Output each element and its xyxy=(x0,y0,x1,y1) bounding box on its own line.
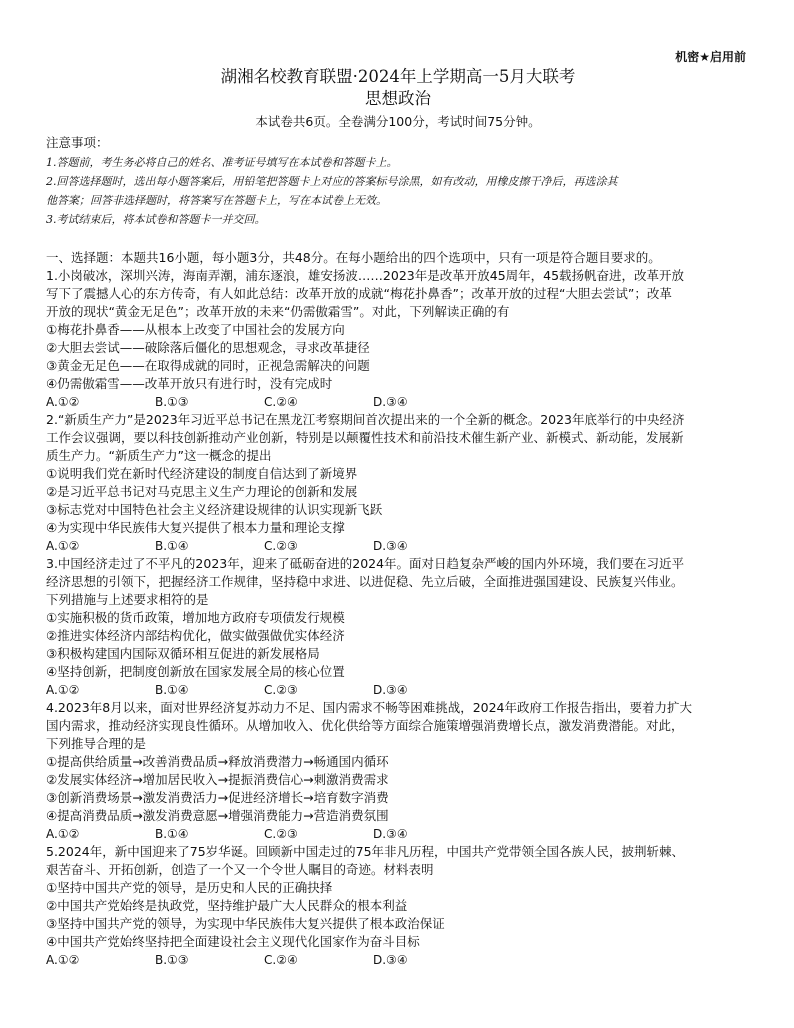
choice-d: D.③④ xyxy=(373,539,408,553)
question-stem-line: 3.中国经济走过了不平凡的2023年，迎来了砥砺奋进的2024年。面对日趋复杂严峻的国内外环境，我们要在习近平 xyxy=(46,556,685,571)
choice-b: B.①④ xyxy=(155,683,189,697)
statement-option: ④为实现中华民族伟大复兴提供了根本力量和理论支撑 xyxy=(46,520,345,535)
statement-option: ②是习近平总书记对马克思主义生产力理论的创新和发展 xyxy=(46,484,358,499)
question-stem-line: 开放的现状“黄金无足色”；改革开放的未来“仍需傲霜雪”。对此，下列解读正确的有 xyxy=(46,304,510,319)
answer-choices xyxy=(46,825,750,843)
choice-a: A.①② xyxy=(46,683,80,697)
choice-d: D.③④ xyxy=(373,953,408,967)
question-stem-line: 国内需求，推动经济实现良性循环。从增加收入、优化供给等方面综合施策增强消费增长点，激发消费潜能。对此， xyxy=(46,718,684,733)
choice-a: A.①② xyxy=(46,827,80,841)
answer-choices xyxy=(46,393,750,411)
choice-c: C.②③ xyxy=(264,683,298,697)
question-stem-line: 质生产力。“新质生产力”这一概念的提出 xyxy=(46,448,272,463)
statement-option: ②中国共产党始终是执政党，坚持维护最广大人民群众的根本利益 xyxy=(46,898,408,913)
section-heading: 一、选择题：本题共16小题，每小题3分，共48分。在每小题给出的四个选项中，只有一项是符合题目要求的。 xyxy=(46,250,661,265)
choice-a: A.①② xyxy=(46,539,80,553)
exam-title: 湖湘名校教育联盟·2024年上学期高一5月大联考 xyxy=(220,67,576,86)
statement-option: ④提高消费品质→激发消费意愿→增强消费能力→营造消费氛围 xyxy=(46,808,389,823)
question-stem-line: 下列措施与上述要求相符的是 xyxy=(46,592,209,607)
question-2 xyxy=(46,411,750,555)
statement-option: ③坚持中国共产党的领导，为实现中华民族伟大复兴提供了根本政治保证 xyxy=(46,916,445,931)
choice-c: C.②④ xyxy=(264,395,298,409)
answer-choices xyxy=(46,951,750,969)
question-5 xyxy=(46,843,750,969)
statement-option: ②发展实体经济→增加居民收入→提振消费信心→刺激消费需求 xyxy=(46,772,389,787)
notice-list xyxy=(46,153,750,229)
question-stem-line: 工作会议强调，要以科技创新推动产业创新，特别是以颠覆性技术和前沿技术催生新产业、新模式、新动能，发展新 xyxy=(46,430,684,445)
statement-option: ②大胆去尝试——破除落后僵化的思想观念，寻求改革捷径 xyxy=(46,340,370,355)
statement-option: ①说明我们党在新时代经济建设的制度自信达到了新境界 xyxy=(46,466,358,481)
statement-option: ①梅花扑鼻香——从根本上改变了中国社会的发展方向 xyxy=(46,322,345,337)
statement-option: ④坚持创新，把制度创新放在国家发展全局的核心位置 xyxy=(46,664,345,679)
question-stem-line: 下列推导合理的是 xyxy=(46,736,147,751)
question-stem-line: 4.2023年8月以来，面对世界经济复苏动力不足、国内需求不畅等困难挑战，2024年政府工作报告指出，要着力扩大 xyxy=(46,700,693,715)
statement-option: ③黄金无足色——在取得成就的同时，正视急需解决的问题 xyxy=(46,358,370,373)
notice-item: 1.答题前，考生务必将自己的姓名、准考证号填写在本试卷和答题卡上。 xyxy=(46,156,398,169)
choice-c: C.②④ xyxy=(264,953,298,967)
notice-heading: 注意事项： xyxy=(46,135,109,150)
question-stem-line: 2.“新质生产力”是2023年习近平总书记在黑龙江考察期间首次提出来的一个全新的概念。2023年底举行的中央经济 xyxy=(46,412,685,427)
choice-b: B.①③ xyxy=(155,395,189,409)
statement-option: ④中国共产党始终坚持把全面建设社会主义现代化国家作为奋斗目标 xyxy=(46,934,420,949)
statement-option: ①实施积极的货币政策，增加地方政府专项债发行规模 xyxy=(46,610,345,625)
question-stem-line: 5.2024年，新中国迎来了75岁华诞。回顾新中国走过的75年非凡历程，中国共产党带领全国各族人民，披荆斩棘、 xyxy=(46,844,685,859)
statement-option: ③标志党对中国特色社会主义经济建设规律的认识实现新飞跃 xyxy=(46,502,383,517)
exam-info: 本试卷共6页。全卷满分100分，考试时间75分钟。 xyxy=(255,114,541,129)
question-4 xyxy=(46,699,750,843)
answer-choices xyxy=(46,681,750,699)
choice-c: C.②③ xyxy=(264,827,298,841)
choice-b: B.①③ xyxy=(155,953,189,967)
choice-a: A.①② xyxy=(46,395,80,409)
notice-item: 他答案；回答非选择题时，将答案写在答题卡上，写在本试卷上无效。 xyxy=(46,194,387,207)
answer-choices xyxy=(46,537,750,555)
choice-d: D.③④ xyxy=(373,827,408,841)
question-stem-line: 经济思想的引领下，把握经济工作规律，坚持稳中求进、以进促稳、先立后破，全面推进强国建设、民族复兴伟业。 xyxy=(46,574,684,589)
question-3 xyxy=(46,555,750,699)
notice-item: 2.回答选择题时，选出每小题答案后，用铅笔把答题卡上对应的答案标号涂黑，如有改动，用橡皮擦干净后，再选涂其 xyxy=(46,175,618,188)
confidential-mark: 机密★启用前 xyxy=(675,50,746,64)
statement-option: ④仍需傲霜雪——改革开放只有进行时，没有完成时 xyxy=(46,376,333,391)
statement-option: ②推进实体经济内部结构优化，做实做强做优实体经济 xyxy=(46,628,345,643)
subject-title: 思想政治 xyxy=(365,89,431,108)
question-stem-line: 1.小岗破冰，深圳兴涛，海南弄潮，浦东逐浪，雄安扬波……2023年是改革开放45周年，45载扬帆奋进，改革开放 xyxy=(46,268,685,283)
question-stem-line: 艰苦奋斗、开拓创新，创造了一个又一个令世人瞩目的奇迹。材料表明 xyxy=(46,862,434,877)
statement-option: ③积极构建国内国际双循环相互促进的新发展格局 xyxy=(46,646,320,661)
statement-option: ③创新消费场景→激发消费活力→促进经济增长→培育数字消费 xyxy=(46,790,389,805)
statement-option: ①提高供给质量→改善消费品质→释放消费潜力→畅通国内循环 xyxy=(46,754,389,769)
choice-b: B.①④ xyxy=(155,539,189,553)
notice-item: 3.考试结束后，将本试卷和答题卡一并交回。 xyxy=(46,213,266,226)
question-1 xyxy=(46,267,750,411)
choice-c: C.②③ xyxy=(264,539,298,553)
statement-option: ①坚持中国共产党的领导，是历史和人民的正确抉择 xyxy=(46,880,333,895)
choice-b: B.①④ xyxy=(155,827,189,841)
question-stem-line: 写下了震撼人心的东方传奇，有人如此总结：改革开放的成就“梅花扑鼻香”；改革开放的过程“大胆去尝试”；改革 xyxy=(46,286,672,301)
choice-d: D.③④ xyxy=(373,395,408,409)
choice-d: D.③④ xyxy=(373,683,408,697)
choice-a: A.①② xyxy=(46,953,80,967)
